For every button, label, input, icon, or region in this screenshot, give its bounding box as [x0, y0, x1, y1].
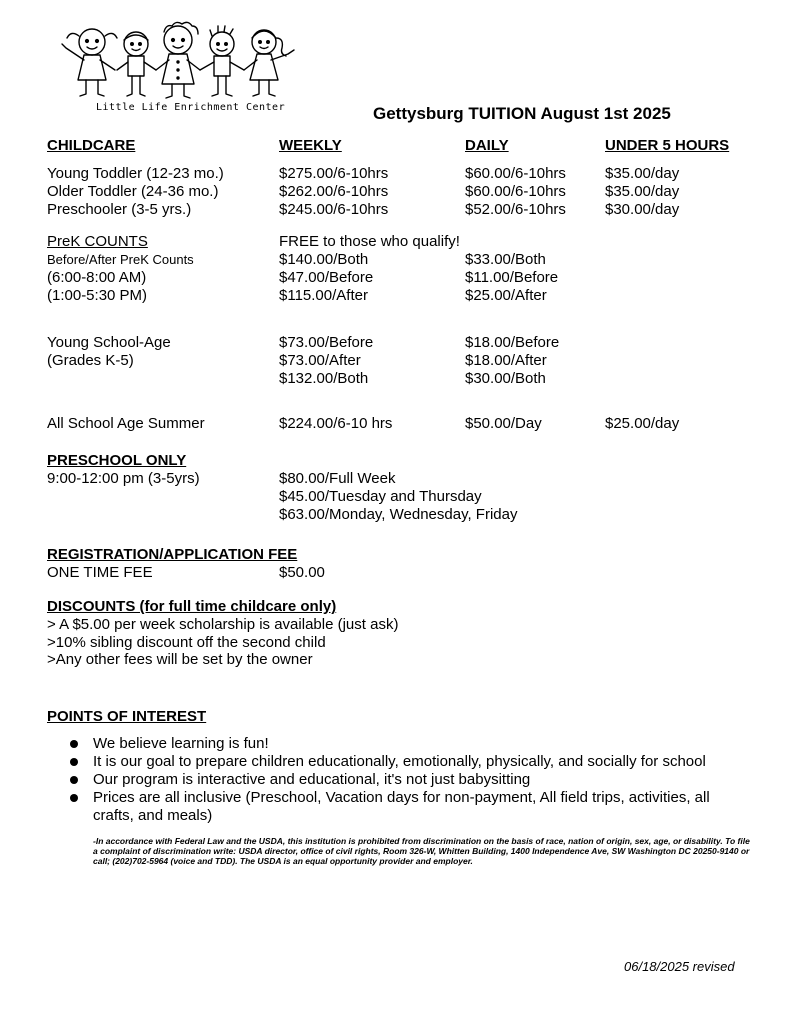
header-weekly: WEEKLY: [279, 137, 342, 154]
row-under5-preschooler: $30.00/day: [605, 201, 680, 218]
point-text: We believe learning is fun!: [93, 735, 269, 752]
summer-weekly: $224.00/6-10 hrs: [279, 415, 393, 432]
school-age-weekly-before: $73.00/Before: [279, 334, 374, 351]
prek-daily-both: $33.00/Both: [465, 251, 546, 268]
points-list: [70, 735, 750, 825]
preschool-price-full-week: $80.00/Full Week: [279, 470, 396, 487]
bullet-icon: [70, 740, 78, 748]
row-daily-older-toddler: $60.00/6-10hrs: [465, 183, 566, 200]
preschool-price-tue-thu: $45.00/Tuesday and Thursday: [279, 488, 482, 505]
prek-weekly-before: $47.00/Before: [279, 269, 374, 286]
prek-label: PreK COUNTS: [47, 233, 148, 250]
school-age-daily-after: $18.00/After: [465, 352, 547, 369]
list-item: [70, 771, 750, 789]
prek-time2: (1:00-5:30 PM): [47, 287, 148, 304]
bullet-icon: [70, 776, 78, 784]
discount-item-other-fees: >Any other fees will be set by the owner: [47, 651, 313, 668]
kids-holding-hands-icon: [52, 18, 304, 102]
prek-time1: (6:00-8:00 AM): [47, 269, 147, 286]
row-label-young-toddler: Young Toddler (12-23 mo.): [47, 165, 224, 182]
prek-daily-after: $25.00/After: [465, 287, 547, 304]
page-title: Gettysburg TUITION August 1st 2025: [373, 104, 671, 123]
points-header: POINTS OF INTEREST: [47, 708, 207, 725]
header-daily: DAILY: [465, 137, 509, 154]
row-weekly-older-toddler: $262.00/6-10hrs: [279, 183, 389, 200]
summer-daily: $50.00/Day: [465, 415, 542, 432]
row-daily-young-toddler: $60.00/6-10hrs: [465, 165, 566, 182]
prek-before-after: Before/After PreK Counts: [47, 252, 194, 267]
prek-free: FREE to those who qualify!: [279, 233, 460, 250]
point-text: Prices are all inclusive (Preschool, Vacation days for non-payment, All field trips, activities, all crafts, and meals): [93, 789, 710, 824]
discount-item-scholarship: > A $5.00 per week scholarship is available (just ask): [47, 616, 399, 633]
row-under5-young-toddler: $35.00/day: [605, 165, 680, 182]
prek-daily-before: $11.00/Before: [465, 269, 559, 286]
preschool-time: 9:00-12:00 pm (3-5yrs): [47, 470, 200, 487]
list-item: [70, 753, 750, 771]
registration-value: $50.00: [279, 564, 325, 581]
revised-date: 06/18/2025 revised: [624, 959, 735, 974]
row-daily-preschooler: $52.00/6-10hrs: [465, 201, 566, 218]
row-label-older-toddler: Older Toddler (24-36 mo.): [47, 183, 219, 200]
header-childcare: CHILDCARE: [47, 137, 136, 154]
logo: [52, 18, 304, 118]
point-text: It is our goal to prepare children educationally, emotionally, physically, and socially for school: [93, 753, 706, 770]
registration-header: REGISTRATION/APPLICATION FEE: [47, 546, 298, 563]
point-text: Our program is interactive and educational, it's not just babysitting: [93, 771, 531, 788]
logo-text: Little Life Enrichment Center: [96, 102, 286, 113]
summer-under5: $25.00/day: [605, 415, 680, 432]
school-age-daily-both: $30.00/Both: [465, 370, 546, 387]
row-label-preschooler: Preschooler (3-5 yrs.): [47, 201, 192, 218]
bullet-icon: [70, 794, 78, 802]
legal-disclaimer: -In accordance with Federal Law and the USDA, this institution is prohibited from discrimination on the basis of race, nation of origin, sex, age, or disability. To file a complaint of discrimination write: USDA director, office of civil rights, Room 326-W, Whitten Building, 1400 Independence Ave, SW Washington DC 20250-9140 or call; (202)702-5964 (voice and TDD). The USDA is an equal opportunity provider and employer.: [93, 836, 750, 866]
summer-label: All School Age Summer: [47, 415, 205, 432]
list-item: [70, 735, 750, 753]
list-item: [70, 789, 750, 825]
school-age-weekly-after: $73.00/After: [279, 352, 361, 369]
school-age-daily-before: $18.00/Before: [465, 334, 560, 351]
prek-weekly-after: $115.00/After: [279, 287, 368, 304]
school-age-label: Young School-Age: [47, 334, 171, 351]
registration-label: ONE TIME FEE: [47, 564, 153, 581]
discounts-header: DISCOUNTS (for full time childcare only): [47, 598, 337, 615]
row-weekly-young-toddler: $275.00/6-10hrs: [279, 165, 389, 182]
school-age-weekly-both: $132.00/Both: [279, 370, 369, 387]
header-under5: UNDER 5 HOURS: [605, 137, 730, 154]
preschool-header: PRESCHOOL ONLY: [47, 452, 187, 469]
preschool-price-mon-wed-fri: $63.00/Monday, Wednesday, Friday: [279, 506, 518, 523]
row-weekly-preschooler: $245.00/6-10hrs: [279, 201, 389, 218]
school-age-grades: (Grades K-5): [47, 352, 134, 369]
row-under5-older-toddler: $35.00/day: [605, 183, 680, 200]
discount-item-sibling: >10% sibling discount off the second child: [47, 634, 326, 651]
bullet-icon: [70, 758, 78, 766]
prek-weekly-both: $140.00/Both: [279, 251, 369, 268]
